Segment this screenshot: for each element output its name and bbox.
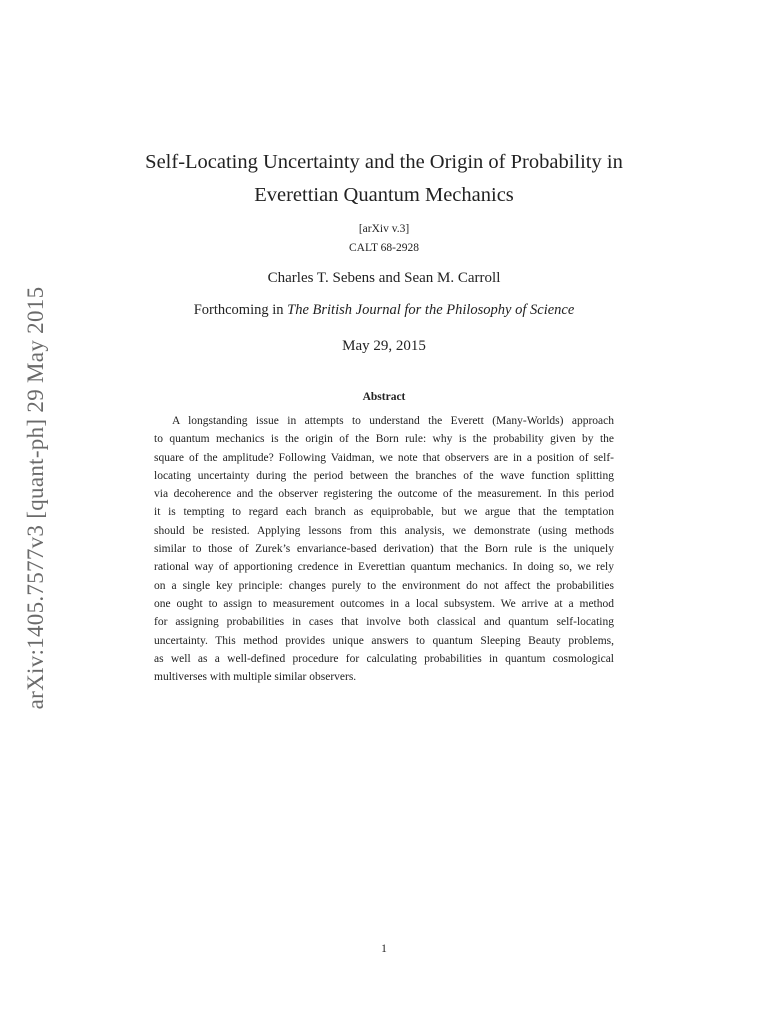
abstract-line: A longstanding issue in attempts to understand the Everett (Many-Worlds) approach bbox=[172, 415, 614, 427]
publication-date: May 29, 2015 bbox=[342, 338, 426, 354]
abstract-line: to quantum mechanics is the origin of the Born rule: why is the probability given by the bbox=[154, 433, 614, 446]
arxiv-version: [arXiv v.3] bbox=[358, 223, 410, 235]
paper-title bbox=[0, 146, 768, 212]
arxiv-sidebar-stamp: arXiv:1405.7577v3 [quant-ph] 29 May 2015 bbox=[23, 286, 48, 710]
abstract-line: locating uncertainty during the period between the branches of the wave function splitting bbox=[154, 469, 614, 482]
abstract-line: uncertainty. This method provides unique answers to quantum Sleeping Beauty problems, bbox=[154, 634, 614, 647]
abstract-line: on a single key principle: changes purely to the environment do not affect the probabilities bbox=[154, 579, 614, 592]
authors: Charles T. Sebens and Sean M. Carroll bbox=[267, 270, 501, 286]
report-number: CALT 68-2928 bbox=[349, 242, 419, 254]
abstract-line: rational way of apportioning credence in Everettian quantum mechanics. In doing so, we rely bbox=[154, 561, 614, 574]
forthcoming-prefix: Forthcoming in bbox=[193, 302, 288, 318]
publication-note bbox=[0, 300, 768, 320]
abstract-body bbox=[154, 412, 614, 686]
abstract-line: multiverses with multiple similar observers. bbox=[154, 671, 357, 684]
page-number: 1 bbox=[381, 943, 387, 955]
abstract-line: as well as a well-defined procedure for calculating probabilities in quantum cosmological bbox=[154, 652, 614, 665]
abstract-line: one ought to assign to measurement outcomes in a local subsystem. We arrive at a method bbox=[154, 597, 614, 610]
title-line-1: Self-Locating Uncertainty and the Origin of Probability in bbox=[145, 151, 623, 173]
abstract-heading: Abstract bbox=[362, 391, 406, 403]
abstract-line: square of the amplitude? Following Vaidman, we note that observers are in a position of self- bbox=[154, 451, 614, 464]
journal-name: The British Journal for the Philosophy of Science bbox=[287, 302, 575, 318]
abstract-line: should be resisted. Applying lessons from this analysis, we demonstrate (using methods bbox=[154, 524, 614, 537]
abstract-line: similar to those of Zurek’s envariance-based derivation) that the Born rule is the uniquely bbox=[154, 543, 614, 556]
title-line-2: Everettian Quantum Mechanics bbox=[254, 184, 514, 206]
abstract-line: via decoherence and the observer registering the outcome of the measurement. In this period bbox=[154, 488, 614, 501]
abstract-line: for assigning probabilities in cases that involve both classical and quantum self-locating bbox=[154, 616, 614, 629]
abstract-line: it is tempting to regard each branch as equiprobable, but we argue that the temptation bbox=[154, 506, 614, 519]
